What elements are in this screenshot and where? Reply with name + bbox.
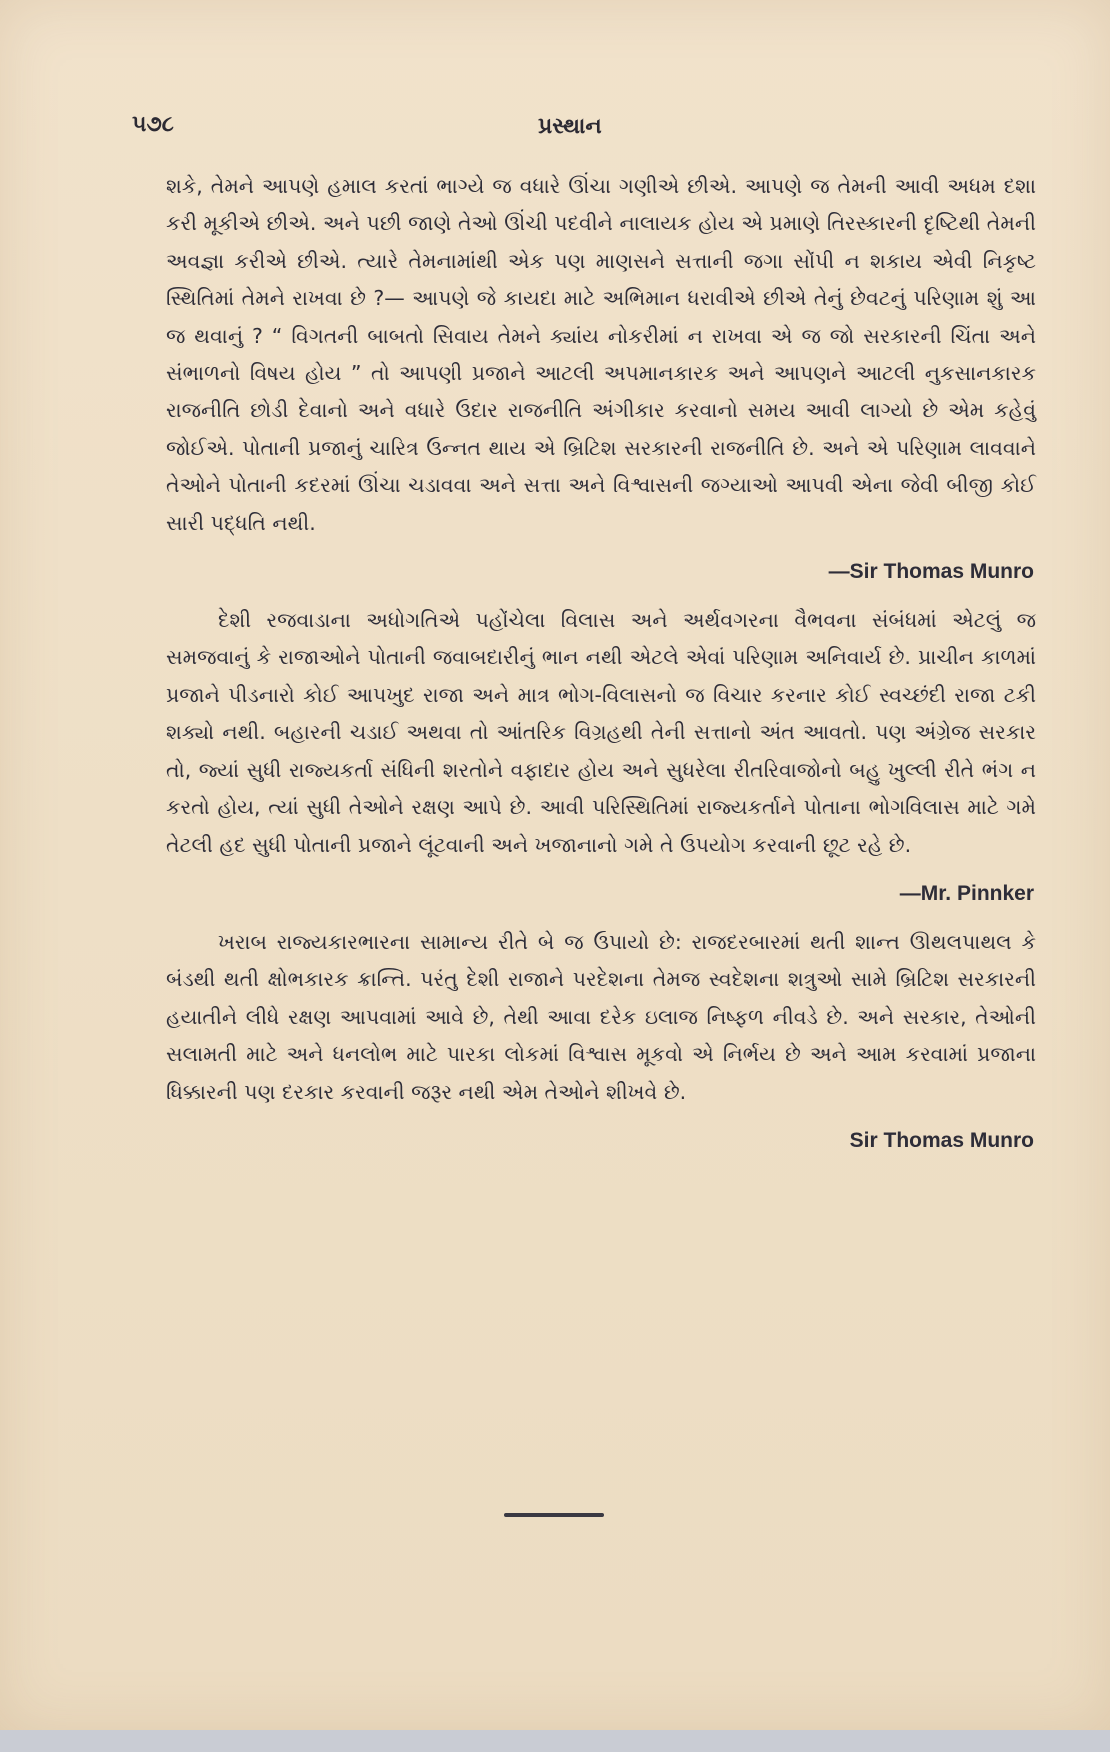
passage-1: શકે, તેમને આપણે હમાલ કરતાં ભાગ્યે જ વધારે ઊંચા ગણીએ છીએ. આપણે જ તેમની આવી અધમ દશા કરી મૂકીએ છીએ. અને પછી જાણે તેઓ ઊંચી પદવીને નાલાયક હોય એ પ્રમાણે તિરસ્કારની દૃષ્ટિથી તેમની અવજ્ઞા કરીએ છીએ. ત્યારે તેમનામાંથી એક પણ માણસને સત્તાની જગા સોંપી ન શકાય એવી નિકૃષ્ટ સ્થિતિમાં તેમને રાખવા છે ?— આપણે જે કાયદા માટે અભિમાન ધરાવીએ છીએ તેનું છેવટનું પરિણામ શું આ જ થવાનું ? “ વિગતની બાબતો સિવાય તેમને ક્યાંય નોકરીમાં ન રાખવા એ જ જો સરકારની ચિંતા અને સંભાળનો વિષય હોય ” તો આપણી પ્રજાને આટલી અપમાનકારક અને આપણને આટલી નુકસાનકારક રાજનીતિ છોડી દેવાનો અને વધારે ઉદાર રાજનીતિ અંગીકાર કરવાનો સમય આવી લાગ્યો છે એમ કહેવું જોઈએ. પોતાની પ્રજાનું ચારિત્ર ઉન્નત થાય એ બ્રિટિશ સરકારની રાજનીતિ છે. અને એ પરિણામ લાવવાને તેઓને પોતાની કદરમાં ઊંચા ચડાવવા અને સત્તા અને વિશ્વાસની જગ્યાઓ આપવી એના જેવી બીજી કોઈ સારી પદ્ધતિ નથી. [166,174,1036,535]
passage-2: દેશી રજવાડાના અધોગતિએ પહોંચેલા વિલાસ અને અર્થવગરના વૈભવના સંબંધમાં એટલું જ સમજવાનું કે રાજાઓને પોતાની જવાબદારીનું ભાન નથી એટલે એવાં પરિણામ અનિવાર્ય છે. પ્રાચીન કાળમાં પ્રજાને પીડનારો કોઈ આપખુદ રાજા અને માત્ર ભોગ-વિલાસનો જ વિચાર કરનાર કોઈ સ્વચ્છંદી રાજા ટકી શક્યો નથી. બહારની ચડાઈ અથવા તો આંતરિક વિગ્રહથી તેની સત્તાનો અંત આવતો. પણ અંગ્રેજ સરકાર તો, જ્યાં સુધી રાજ્યકર્તા સંધિની શરતોને વફાદાર હોય અને સુધરેલા રીતરિવાજોનો બહુ ખુલ્લી રીતે ભંગ ન કરતો હોય, ત્યાં સુધી તેઓને રક્ષણ આપે છે. આવી પરિસ્થિતિમાં રાજ્યકર્તાને પોતાના ભોગવિલાસ માટે ગમે તેટલી હદ સુધી પોતાની પ્રજાને લૂંટવાની અને ખજાનાનો ગમે તે ઉપયોગ કરવાની છૂટ રહે છે. [166,608,1036,857]
scan-bottom-edge [0,1730,1110,1752]
attribution-1: —Sir Thomas Munro [828,560,1034,584]
attribution-3: Sir Thomas Munro [849,1128,1034,1152]
page-number: ૫૭૮ [132,112,174,137]
end-divider-rule [504,1513,604,1517]
attribution-2: —Mr. Pinnker [899,881,1034,905]
running-header [128,112,1028,152]
page-body [166,168,1036,1153]
passage-3: ખરાબ રાજ્યકારભારના સામાન્ય રીતે બે જ ઉપાયો છે: રાજદરબારમાં થતી શાન્ત ઊથલપાથલ કે બંડથી થતી ક્ષોભકારક ક્રાન્તિ. પરંતુ દેશી રાજાને પરદેશના તેમજ સ્વદેશના શત્રુઓ સામે બ્રિટિશ સરકારની હયાતીને લીધે રક્ષણ આપવામાં આવે છે, તેથી આવા દરેક ઇલાજ નિષ્ફળ નીવડે છે. અને સરકાર, તેઓની સલામતી માટે અને ધનલોભ માટે પારકા લોકમાં વિશ્વાસ મૂકવો એ નિર્ભય છે અને આમ કરવામાં પ્રજાના ધિક્કારની પણ દરકાર કરવાની જરૂર નથી એમ તેઓને શીખવે છે. [166,929,1036,1104]
running-title: પ્રસ્થાન [538,114,602,139]
